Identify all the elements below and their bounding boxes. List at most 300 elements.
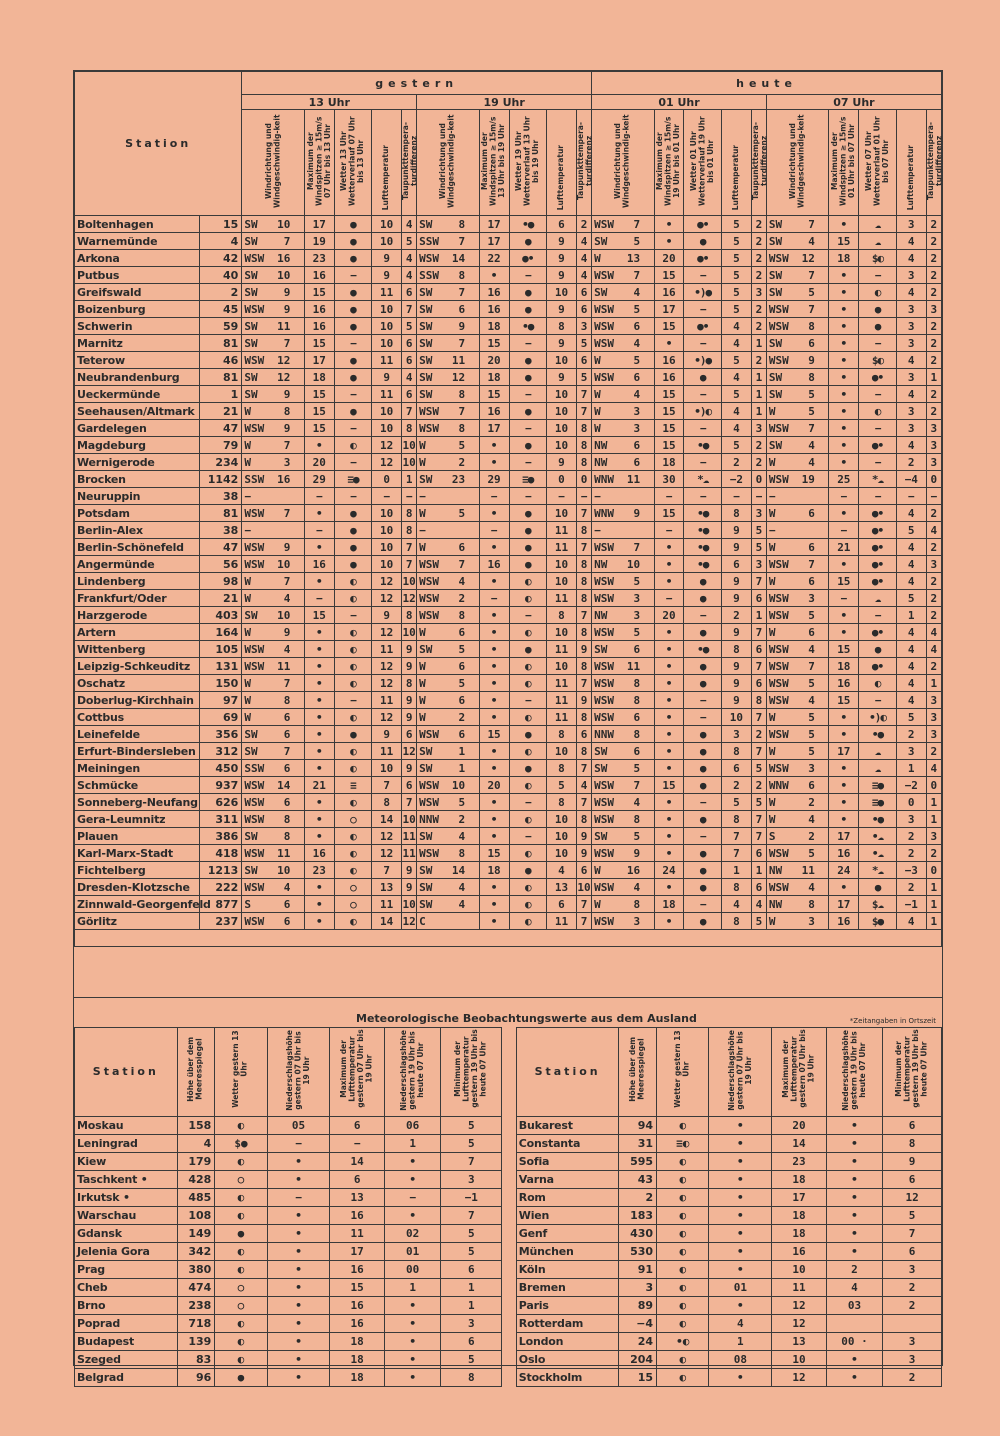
- wind-cell: [242, 777, 304, 794]
- weather-symbol: −: [334, 454, 371, 471]
- air-temperature: 8: [547, 607, 577, 624]
- wind-cell: [766, 556, 828, 573]
- precipitation-day: •: [267, 1296, 330, 1314]
- wind-speed: 7: [283, 744, 291, 758]
- dewpoint-difference: 9: [576, 692, 591, 709]
- precipitation-day: •: [709, 1116, 772, 1134]
- wind-gust: •: [479, 913, 509, 930]
- foreign-title: Meteorologische Beobachtungswerte aus dem Ausland: [356, 1012, 697, 1025]
- column-header-text: Maximum der Lufttemperatur gestern 07 Uhr bis 19 Uhr: [780, 1029, 816, 1109]
- wind-direction: S: [768, 829, 776, 843]
- wind-direction: WSW: [419, 251, 440, 265]
- dewpoint-difference: 4: [926, 624, 941, 641]
- wind-gust: 16: [304, 267, 334, 284]
- dewpoint-difference: 6: [576, 862, 591, 879]
- wind-gust: •: [654, 794, 684, 811]
- precipitation-night: 4: [826, 1278, 883, 1296]
- wind-cell: [766, 403, 828, 420]
- wind-cell: [592, 743, 654, 760]
- wind-gust: 15: [479, 845, 509, 862]
- dewpoint-difference: 7: [576, 386, 591, 403]
- wind-cell: [417, 522, 479, 539]
- weather-symbol: ●•: [859, 437, 896, 454]
- right-station-header: Station: [516, 1028, 619, 1117]
- air-temperature: 9: [547, 267, 577, 284]
- precipitation-night: •: [826, 1152, 883, 1170]
- air-temperature: 4: [896, 539, 926, 556]
- wind-speed: 7: [808, 659, 815, 673]
- air-temperature: 11: [547, 913, 577, 930]
- weather-symbol: ◐: [509, 879, 546, 896]
- weather-symbol: ●: [684, 590, 721, 607]
- station-row: [75, 760, 942, 777]
- dewpoint-difference: 2: [926, 233, 941, 250]
- dewpoint-difference: 7: [576, 675, 591, 692]
- weather-symbol: ●: [334, 726, 371, 743]
- wind-speed: 8: [458, 217, 466, 231]
- station-height: 4: [177, 1134, 215, 1152]
- min-temperature: 9: [883, 1152, 942, 1170]
- wind-direction: WSW: [594, 659, 614, 673]
- dewpoint-difference: 4: [402, 216, 417, 233]
- wind-gust: −: [304, 522, 334, 539]
- wind-cell: [417, 556, 479, 573]
- wind-gust: 24: [829, 862, 859, 879]
- dewpoint-difference: 1: [926, 879, 941, 896]
- station-row: [75, 505, 942, 522]
- column-header-text: Taupunkttempera-turdifferenz: [750, 122, 769, 200]
- max-temperature: 17: [330, 1242, 384, 1260]
- wind-gust: 29: [304, 471, 334, 488]
- dewpoint-difference: 2: [751, 233, 766, 250]
- wind-gust: 16: [654, 284, 684, 301]
- air-temperature: 11: [547, 539, 577, 556]
- weather-symbol: •◐: [657, 1332, 709, 1350]
- column-header-text: Wetter 13 Uhr Wetterverlauf 07 Uhr bis 13 Uhr: [339, 116, 366, 206]
- station-row: [75, 794, 942, 811]
- air-temperature: 9: [721, 522, 751, 539]
- column-header-wind-3: [766, 110, 828, 216]
- precipitation-day: •: [709, 1242, 772, 1260]
- wind-cell: [592, 692, 654, 709]
- max-temperature: 12: [772, 1314, 826, 1332]
- wind-speed: 10: [277, 217, 291, 231]
- wind-speed: 3: [633, 608, 641, 622]
- wind-direction: SW: [419, 370, 433, 384]
- wind-speed: 4: [633, 795, 641, 809]
- wind-cell: [766, 386, 828, 403]
- wind-gust: 17: [829, 896, 859, 913]
- weather-symbol: −: [334, 267, 371, 284]
- weather-symbol: ◐: [509, 743, 546, 760]
- wind-direction: WSW: [594, 778, 614, 792]
- wind-direction: SSW: [244, 761, 265, 775]
- wind-direction: W: [768, 710, 776, 724]
- wind-cell: [592, 471, 654, 488]
- wind-direction: WSW: [419, 421, 440, 435]
- wind-cell: [592, 879, 654, 896]
- wind-direction: S: [244, 897, 251, 911]
- dewpoint-difference: 2: [926, 590, 941, 607]
- wind-direction: SW: [419, 285, 433, 299]
- column-gap: [502, 1116, 517, 1134]
- column-gap: [502, 1134, 517, 1152]
- min-temperature: 6: [883, 1242, 942, 1260]
- wind-speed: 7: [633, 217, 641, 231]
- column-header-text: Lufttemperatur: [905, 144, 915, 210]
- station-height: 222: [199, 879, 241, 896]
- precipitation-night: •: [384, 1296, 441, 1314]
- wind-speed: 2: [808, 829, 815, 843]
- precipitation-day: •: [267, 1368, 330, 1386]
- wind-gust: 20: [654, 607, 684, 624]
- air-temperature: 4: [547, 862, 577, 879]
- wind-cell: [592, 505, 654, 522]
- max-temperature: 18: [772, 1224, 826, 1242]
- min-temperature: 2: [883, 1278, 942, 1296]
- wind-direction: WSW: [244, 880, 265, 894]
- wind-cell: [242, 896, 304, 913]
- wind-gust: 17: [829, 743, 859, 760]
- wind-speed: 4: [808, 455, 815, 469]
- wind-gust: 18: [829, 658, 859, 675]
- weather-symbol: ◐: [509, 777, 546, 794]
- column-header-text: Niederschlagshöhe gestern 07 Uhr bis 19 Uhr: [284, 1030, 311, 1111]
- wind-direction: SW: [594, 829, 608, 843]
- column-gap: [502, 1170, 517, 1188]
- wind-gust: •: [654, 556, 684, 573]
- air-temperature: 10: [372, 420, 402, 437]
- wind-speed: 5: [808, 846, 815, 860]
- weather-symbol: *☁: [684, 471, 721, 488]
- column-header-temp-0: [372, 110, 402, 216]
- wind-gust: •: [654, 709, 684, 726]
- wind-gust: −: [654, 488, 684, 505]
- weather-symbol: −: [684, 692, 721, 709]
- wind-cell: [242, 386, 304, 403]
- wind-direction: WSW: [594, 812, 614, 826]
- dewpoint-difference: 2: [751, 726, 766, 743]
- weather-symbol: −: [859, 335, 896, 352]
- dewpoint-difference: 3: [926, 454, 941, 471]
- weather-symbol: ◐: [334, 913, 371, 930]
- weather-symbol: −: [859, 488, 896, 505]
- dewpoint-difference: 7: [751, 573, 766, 590]
- wind-direction: W: [768, 574, 776, 588]
- min-temperature: 3: [441, 1314, 502, 1332]
- dewpoint-difference: 3: [751, 284, 766, 301]
- air-temperature: 2: [721, 777, 751, 794]
- wind-speed: 3: [808, 914, 815, 928]
- air-temperature: 9: [721, 539, 751, 556]
- dewpoint-difference: 6: [402, 284, 417, 301]
- wind-direction: SW: [244, 608, 258, 622]
- dewpoint-difference: 2: [576, 216, 591, 233]
- wind-speed: 4: [633, 336, 641, 350]
- air-temperature: 9: [721, 675, 751, 692]
- dewpoint-difference: 7: [576, 403, 591, 420]
- wind-direction: WSW: [768, 608, 789, 622]
- dewpoint-difference: −: [402, 488, 417, 505]
- station-row: [75, 726, 942, 743]
- weather-symbol: ○: [215, 1278, 267, 1296]
- dewpoint-difference: 7: [576, 913, 591, 930]
- weather-symbol: ●: [859, 641, 896, 658]
- weather-symbol: ◐: [215, 1314, 267, 1332]
- wind-gust: •: [829, 879, 859, 896]
- weather-symbol: ◐: [334, 743, 371, 760]
- dewpoint-difference: 11: [402, 829, 416, 843]
- precipitation-day: 4: [709, 1314, 772, 1332]
- wind-speed: 5: [633, 761, 641, 775]
- dewpoint-difference: 5: [576, 369, 591, 386]
- station-name: Irkutsk •: [75, 1188, 178, 1206]
- weather-symbol: ≡: [334, 777, 371, 794]
- air-temperature: 11: [547, 641, 577, 658]
- wind-gust: •: [654, 879, 684, 896]
- wind-speed: 8: [633, 676, 641, 690]
- station-name: Warnemünde: [75, 233, 200, 250]
- wind-gust: 15: [304, 420, 334, 437]
- wind-gust: 17: [479, 233, 509, 250]
- air-temperature: 9: [721, 692, 751, 709]
- wind-cell: [417, 590, 479, 607]
- wind-gust: •: [304, 896, 334, 913]
- air-temperature: 9: [372, 369, 402, 386]
- dewpoint-difference: 3: [926, 726, 941, 743]
- wind-cell: [592, 437, 654, 454]
- dewpoint-difference: −: [751, 488, 766, 505]
- wind-speed: 5: [458, 676, 466, 690]
- wind-cell: [417, 335, 479, 352]
- precipitation-night: •: [826, 1116, 883, 1134]
- wind-speed: 4: [633, 880, 641, 894]
- air-temperature: 10: [372, 318, 402, 335]
- station-name: Doberlug-Kirchhain: [75, 692, 200, 709]
- wind-gust: 29: [479, 471, 509, 488]
- air-temperature: 11: [547, 522, 577, 539]
- wind-direction: WSW: [594, 880, 614, 894]
- weather-symbol: ≡●: [334, 471, 371, 488]
- station-height: 3: [619, 1278, 657, 1296]
- precipitation-day: •: [267, 1314, 330, 1332]
- dewpoint-difference: 0: [926, 777, 941, 794]
- right-column-header-max_temp: [772, 1028, 826, 1117]
- air-temperature: 0: [547, 471, 577, 488]
- wind-cell: [592, 386, 654, 403]
- air-temperature: 7: [721, 828, 751, 845]
- weather-symbol: −: [509, 488, 546, 505]
- wind-speed: 3: [283, 455, 291, 469]
- wind-cell: [242, 879, 304, 896]
- dewpoint-difference: 9: [402, 879, 417, 896]
- air-temperature: −: [721, 488, 751, 505]
- station-height: 234: [199, 454, 241, 471]
- dewpoint-difference: 5: [751, 539, 766, 556]
- wind-speed: 5: [808, 676, 815, 690]
- wind-direction: W: [419, 710, 426, 724]
- station-name: Budapest: [75, 1332, 178, 1350]
- precipitation-day: 05: [267, 1116, 330, 1134]
- foreign-row: [75, 1224, 942, 1242]
- weather-symbol: −: [334, 488, 371, 505]
- min-temperature: 6: [441, 1332, 502, 1350]
- wind-speed: 8: [458, 608, 466, 622]
- station-name: Genf: [516, 1224, 619, 1242]
- weather-symbol: ●: [684, 879, 721, 896]
- wind-cell: [592, 318, 654, 335]
- column-header-text: Wetter 07 Uhr Wetterverlauf 01 Uhr bis 07 Uhr: [863, 116, 890, 206]
- wind-speed: 14: [451, 863, 466, 877]
- station-height: 158: [177, 1116, 215, 1134]
- precipitation-night: 02: [384, 1224, 441, 1242]
- dewpoint-difference: 10: [402, 812, 416, 826]
- wind-speed: 14: [451, 251, 466, 265]
- station-row: [75, 335, 942, 352]
- foreign-row: [75, 1152, 942, 1170]
- wind-speed: 8: [458, 268, 466, 282]
- wind-cell: [417, 437, 479, 454]
- wind-gust: •: [829, 284, 859, 301]
- weather-symbol: ●: [684, 743, 721, 760]
- station-name: Berlin-Schönefeld: [75, 539, 200, 556]
- wind-cell: [766, 335, 828, 352]
- air-temperature: 4: [896, 692, 926, 709]
- wind-direction: WSW: [594, 336, 614, 350]
- weather-symbol: ◐: [334, 845, 371, 862]
- station-height: 237: [199, 913, 241, 930]
- station-name: London: [516, 1332, 619, 1350]
- dewpoint-difference: 9: [576, 828, 591, 845]
- dewpoint-difference: 9: [402, 692, 417, 709]
- wind-speed: 8: [633, 897, 641, 911]
- wind-speed: 11: [277, 319, 291, 333]
- air-temperature: 11: [547, 709, 577, 726]
- wind-speed: 6: [633, 710, 641, 724]
- wind-cell: [242, 845, 304, 862]
- wind-direction: −: [594, 523, 601, 537]
- wind-speed: 8: [283, 812, 291, 826]
- dewpoint-difference: 6: [751, 675, 766, 692]
- weather-symbol: ●•: [684, 216, 721, 233]
- wind-direction: W: [419, 540, 426, 554]
- precipitation-night: 01: [384, 1242, 441, 1260]
- wind-direction: SW: [768, 217, 783, 231]
- station-row: [75, 624, 942, 641]
- wind-speed: 7: [808, 557, 815, 571]
- station-name: Leningrad: [75, 1134, 178, 1152]
- wind-gust: 16: [479, 284, 509, 301]
- dewpoint-difference: 2: [751, 250, 766, 267]
- precipitation-day: 01: [709, 1278, 772, 1296]
- wind-gust: •: [304, 641, 334, 658]
- column-header-dew-1: [575, 110, 594, 216]
- weather-symbol: •●: [859, 811, 896, 828]
- column-header-text: Höhe über dem Meeresspiegel: [628, 1036, 646, 1102]
- dewpoint-difference: 1: [926, 794, 941, 811]
- air-temperature: 8: [547, 794, 577, 811]
- station-height: 81: [199, 335, 241, 352]
- air-temperature: 4: [896, 284, 926, 301]
- wind-cell: [766, 437, 828, 454]
- wind-gust: •: [654, 573, 684, 590]
- wind-speed: 4: [283, 880, 291, 894]
- wind-direction: SW: [244, 863, 258, 877]
- air-temperature: 2: [896, 828, 926, 845]
- wind-speed: 9: [458, 319, 466, 333]
- weather-symbol: ●: [684, 811, 721, 828]
- precipitation-day: •: [267, 1242, 330, 1260]
- max-temperature: 10: [772, 1260, 826, 1278]
- wind-cell: [592, 828, 654, 845]
- wind-direction: SW: [594, 761, 608, 775]
- station-row: [75, 845, 942, 862]
- precipitation-night: [826, 1314, 883, 1332]
- max-temperature: 12: [772, 1296, 826, 1314]
- wind-gust: 21: [829, 539, 859, 556]
- column-header-wind-0: [242, 110, 304, 216]
- station-height: 238: [177, 1296, 215, 1314]
- dewpoint-difference: 8: [402, 607, 417, 624]
- air-temperature: 10: [372, 556, 402, 573]
- wind-speed: 10: [277, 863, 291, 877]
- weather-symbol: ●: [509, 641, 546, 658]
- wind-gust: 16: [654, 369, 684, 386]
- foreign-observations-table: [74, 1027, 942, 1387]
- foreign-row: [75, 1350, 942, 1368]
- wind-gust: 15: [829, 233, 859, 250]
- station-name: Jelenia Gora: [75, 1242, 178, 1260]
- station-name: Wien: [516, 1206, 619, 1224]
- wind-gust: •: [654, 726, 684, 743]
- column-gap: [502, 1296, 517, 1314]
- wind-gust: •: [829, 420, 859, 437]
- wind-direction: SW: [244, 217, 258, 231]
- wind-cell: [592, 573, 654, 590]
- air-temperature: 9: [721, 658, 751, 675]
- weather-symbol: −: [684, 301, 721, 318]
- weather-symbol: −: [859, 420, 896, 437]
- wind-gust: •: [479, 760, 509, 777]
- wind-speed: 6: [283, 761, 291, 775]
- wind-speed: 6: [633, 744, 641, 758]
- left-column-header-precip_y: [267, 1028, 330, 1117]
- weather-symbol: ≡●: [859, 794, 896, 811]
- wind-gust: 15: [829, 641, 859, 658]
- wind-speed: 6: [808, 778, 815, 792]
- weather-symbol: $●: [215, 1134, 267, 1152]
- wind-gust: 15: [654, 386, 684, 403]
- air-temperature: 4: [721, 369, 751, 386]
- wind-direction: SSW: [244, 472, 265, 486]
- wind-gust: •: [654, 692, 684, 709]
- weather-symbol: ◐: [334, 624, 371, 641]
- dewpoint-difference: 7: [402, 794, 417, 811]
- station-name: Erfurt-Bindersleben: [75, 743, 200, 760]
- station-height: 24: [619, 1332, 657, 1350]
- wind-cell: [766, 250, 828, 267]
- wind-speed: 4: [283, 642, 291, 656]
- wind-gust: •: [304, 794, 334, 811]
- column-header-wind-2: [592, 110, 654, 216]
- column-header-text: Maximum der Windspitzen ≥ 15m/s 13 Uhr bis 19 Uhr: [480, 116, 507, 206]
- wind-gust: •: [304, 828, 334, 845]
- air-temperature: 5: [721, 437, 751, 454]
- air-temperature: 3: [896, 403, 926, 420]
- station-row: [75, 675, 942, 692]
- air-temperature: 5: [721, 301, 751, 318]
- wind-cell: [417, 879, 479, 896]
